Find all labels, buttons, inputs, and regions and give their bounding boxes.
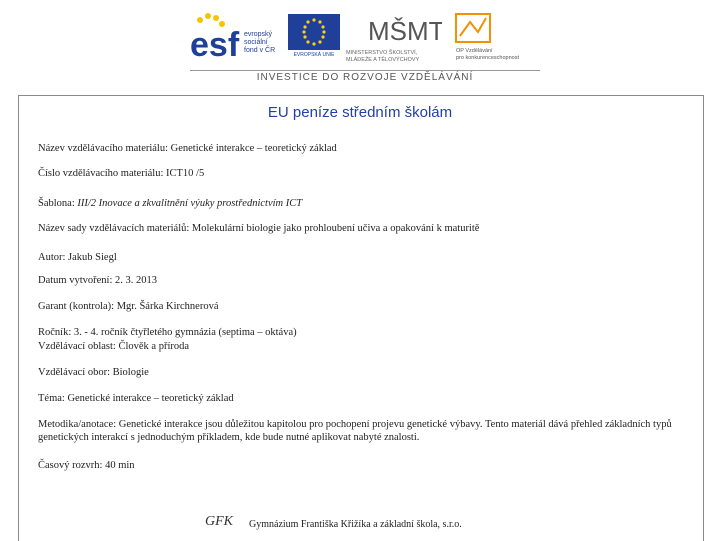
autor-line: Autor: Jakub Siegl <box>38 252 117 263</box>
header-logos <box>0 10 720 70</box>
tema-line: Téma: Genetické interakce – teoretický základ <box>38 393 234 404</box>
datum-line: Datum vytvoření: 2. 3. 2013 <box>38 275 157 286</box>
oblast-line: Vzdělávací oblast: Člověk a příroda <box>38 341 190 352</box>
investice-banner: INVESTICE DO ROZVOJE VZDĚLÁVÁNÍ <box>190 70 540 88</box>
cislo-line: Číslo vzdělávacího materiálu: ICT10 /5 <box>38 168 205 179</box>
garant-line: Garant (kontrola): Mgr. Šárka Kirchnerová <box>38 301 219 312</box>
content-frame <box>18 95 704 541</box>
page-title: EU peníze středním školám <box>267 104 453 121</box>
msmt-logo <box>346 10 442 66</box>
rozvrh-line: Časový rozvrh: 40 min <box>38 460 135 471</box>
sada-line: Název sady vzdělávacích materiálů: Molekulární biologie jako prohloubení učiva a opakování k maturitě <box>38 223 480 234</box>
nazev-line: Název vzdělávacího materiálu: Genetické interakce – teoretický základ <box>38 143 337 154</box>
svg-text:MŠMT: MŠMT <box>368 16 442 46</box>
obor-line: Vzdělávací obor: Biologie <box>38 367 149 378</box>
op-vzdelavani-logo <box>452 10 542 66</box>
svg-text:MINISTERSTVO ŠKOLSTVÍ,: MINISTERSTVO ŠKOLSTVÍ, MLÁDEŽE A TĚLOVÝCHOVY <box>346 50 420 63</box>
gfk-logo: GFK <box>205 514 233 529</box>
svg-text:evropský sociální: evropský sociální fond v ČR <box>244 31 276 54</box>
eu-flag-logo <box>288 14 340 58</box>
sablona-label: Šablona: <box>38 198 78 209</box>
svg-text:esf: esf <box>190 26 240 64</box>
school-name: Gymnázium Františka Křižíka a základní škola, s.r.o. <box>249 519 462 530</box>
svg-text:EVROPSKÁ UNIE: EVROPSKÁ UNIE <box>293 52 335 58</box>
metodika-line: Metodika/anotace: Genetické interakce jsou důležitou kapitolou pro pochopení projevu genetické výbavy. Tento materiál dává přehled základních typů genetických interakcí s jednoduchým příkladem, kde bude nutné aplikovat nabyté znalosti. <box>38 419 672 443</box>
sablona-line <box>38 197 302 210</box>
svg-text:OP Vzdělávání pro konk: OP Vzdělávání pro konkurenceschopnost <box>456 48 519 61</box>
esf-logo <box>190 10 280 66</box>
sablona-value: III/2 Inovace a zkvalitnění výuky prostřednictvím ICT <box>77 198 303 209</box>
rocnik-line: Ročník: 3. - 4. ročník čtyřletého gymnázia (septima – oktáva) <box>38 327 297 338</box>
